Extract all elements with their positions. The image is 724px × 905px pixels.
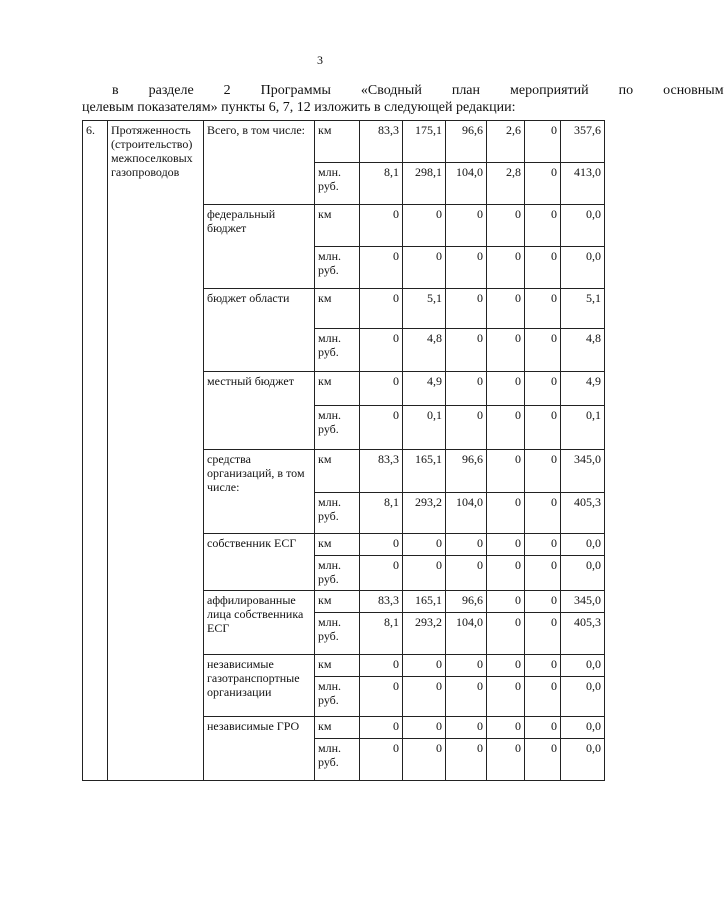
value-cell: 405,3: [561, 493, 605, 534]
value-cell: 0: [446, 329, 487, 372]
unit-cell: км: [315, 534, 360, 556]
unit-cell: млн. руб.: [315, 493, 360, 534]
value-cell: 0: [403, 556, 446, 591]
funding-source: независимые газотранспортные организации: [204, 655, 315, 717]
intro-line-1-word: разделе: [148, 83, 194, 98]
value-cell: 0,0: [561, 534, 605, 556]
value-cell: 0,1: [403, 406, 446, 450]
value-cell: 165,1: [403, 450, 446, 493]
value-cell: 175,1: [403, 121, 446, 163]
funding-source: независимые ГРО: [204, 717, 315, 781]
value-cell: 165,1: [403, 591, 446, 613]
intro-line-1-word: в: [112, 83, 119, 98]
value-cell: 0: [487, 556, 525, 591]
value-cell: 83,3: [360, 121, 403, 163]
value-cell: 0: [525, 717, 561, 739]
value-cell: 2,6: [487, 121, 525, 163]
unit-cell: км: [315, 450, 360, 493]
unit-cell: млн. руб.: [315, 613, 360, 655]
value-cell: 0: [487, 534, 525, 556]
value-cell: 345,0: [561, 450, 605, 493]
value-cell: 0: [360, 717, 403, 739]
value-cell: 4,8: [403, 329, 446, 372]
value-cell: 0: [487, 329, 525, 372]
value-cell: 5,1: [403, 289, 446, 329]
value-cell: 0: [525, 655, 561, 677]
value-cell: 0: [360, 329, 403, 372]
value-cell: 83,3: [360, 450, 403, 493]
funding-source: средства организаций, в том числе:: [204, 450, 315, 534]
value-cell: 0,0: [561, 556, 605, 591]
table-row: [83, 121, 605, 163]
value-cell: 0: [525, 163, 561, 205]
value-cell: 96,6: [446, 591, 487, 613]
value-cell: 0: [403, 717, 446, 739]
page-number: 3: [317, 53, 323, 67]
value-cell: 0: [403, 739, 446, 781]
value-cell: 0: [487, 613, 525, 655]
value-cell: 0: [525, 329, 561, 372]
value-cell: 0: [446, 739, 487, 781]
value-cell: 0,0: [561, 717, 605, 739]
value-cell: 104,0: [446, 613, 487, 655]
unit-cell: млн. руб.: [315, 556, 360, 591]
unit-cell: км: [315, 121, 360, 163]
value-cell: 0: [403, 677, 446, 717]
value-cell: 0: [360, 289, 403, 329]
value-cell: 298,1: [403, 163, 446, 205]
intro-line-1-word: «Сводный: [360, 83, 422, 98]
value-cell: 0: [487, 450, 525, 493]
value-cell: 0: [360, 406, 403, 450]
value-cell: 0: [487, 406, 525, 450]
value-cell: 0: [525, 289, 561, 329]
value-cell: 0: [487, 205, 525, 247]
value-cell: 0,0: [561, 655, 605, 677]
value-cell: 0: [446, 247, 487, 289]
funding-source: федеральный бюджет: [204, 205, 315, 289]
value-cell: 0: [487, 493, 525, 534]
value-cell: 0: [360, 655, 403, 677]
value-cell: 0: [525, 677, 561, 717]
value-cell: 0: [360, 677, 403, 717]
value-cell: 0: [446, 372, 487, 406]
value-cell: 0,0: [561, 247, 605, 289]
value-cell: 0: [525, 534, 561, 556]
value-cell: 0: [487, 591, 525, 613]
value-cell: 0: [446, 556, 487, 591]
value-cell: 0: [525, 613, 561, 655]
intro-line-1-word: Программы: [260, 83, 331, 98]
value-cell: 4,8: [561, 329, 605, 372]
funding-source: Всего, в том числе:: [204, 121, 315, 205]
value-cell: 0: [446, 205, 487, 247]
value-cell: 0: [487, 717, 525, 739]
plan-table: [82, 120, 605, 781]
value-cell: 357,6: [561, 121, 605, 163]
unit-cell: км: [315, 205, 360, 247]
value-cell: 0: [403, 247, 446, 289]
unit-cell: км: [315, 372, 360, 406]
unit-cell: км: [315, 655, 360, 677]
value-cell: 293,2: [403, 613, 446, 655]
value-cell: 0: [525, 556, 561, 591]
unit-cell: км: [315, 289, 360, 329]
unit-cell: км: [315, 717, 360, 739]
value-cell: 104,0: [446, 163, 487, 205]
value-cell: 345,0: [561, 591, 605, 613]
intro-line-1-word: основным: [663, 83, 724, 98]
value-cell: 0: [446, 289, 487, 329]
value-cell: 0,0: [561, 739, 605, 781]
value-cell: 0: [525, 591, 561, 613]
value-cell: 0: [403, 205, 446, 247]
value-cell: 0: [360, 556, 403, 591]
funding-source: аффилированные лица собственника ЕСГ: [204, 591, 315, 655]
value-cell: 405,3: [561, 613, 605, 655]
value-cell: 104,0: [446, 493, 487, 534]
value-cell: 2,8: [487, 163, 525, 205]
value-cell: 0,1: [561, 406, 605, 450]
intro-line-1-word: по: [618, 83, 634, 98]
unit-cell: млн. руб.: [315, 247, 360, 289]
value-cell: 0: [525, 205, 561, 247]
value-cell: 293,2: [403, 493, 446, 534]
value-cell: 0: [487, 247, 525, 289]
value-cell: 0: [525, 739, 561, 781]
value-cell: 0: [360, 205, 403, 247]
intro-line-1-word: 2: [223, 83, 231, 98]
intro-line-1-word: план: [451, 83, 481, 98]
value-cell: 4,9: [561, 372, 605, 406]
unit-cell: млн. руб.: [315, 329, 360, 372]
value-cell: 0: [525, 372, 561, 406]
value-cell: 413,0: [561, 163, 605, 205]
value-cell: 0: [403, 534, 446, 556]
value-cell: 0: [525, 247, 561, 289]
value-cell: 0: [525, 406, 561, 450]
value-cell: 0: [446, 717, 487, 739]
value-cell: 8,1: [360, 163, 403, 205]
intro-line-1-word: мероприятий: [510, 83, 589, 98]
value-cell: 0: [487, 677, 525, 717]
value-cell: 0: [487, 739, 525, 781]
intro-line-2: целевым показателям» пункты 6, 7, 12 изложить в следующей редакции:: [82, 100, 516, 115]
unit-cell: млн. руб.: [315, 739, 360, 781]
value-cell: 0,0: [561, 677, 605, 717]
value-cell: 5,1: [561, 289, 605, 329]
value-cell: 0: [360, 372, 403, 406]
value-cell: 0: [525, 450, 561, 493]
value-cell: 0: [360, 247, 403, 289]
item-name: Протяженность (строительство) межпоселковых газопроводов: [108, 121, 204, 781]
intro-paragraph: [82, 82, 724, 116]
value-cell: 8,1: [360, 613, 403, 655]
value-cell: 0: [487, 372, 525, 406]
value-cell: 83,3: [360, 591, 403, 613]
funding-source: местный бюджет: [204, 372, 315, 450]
unit-cell: млн. руб.: [315, 677, 360, 717]
value-cell: 0: [487, 289, 525, 329]
value-cell: 4,9: [403, 372, 446, 406]
value-cell: 0: [446, 406, 487, 450]
unit-cell: млн. руб.: [315, 163, 360, 205]
value-cell: 0: [360, 739, 403, 781]
unit-cell: км: [315, 591, 360, 613]
unit-cell: млн. руб.: [315, 406, 360, 450]
value-cell: 0: [525, 493, 561, 534]
value-cell: 0: [487, 655, 525, 677]
funding-source: собственник ЕСГ: [204, 534, 315, 591]
value-cell: 96,6: [446, 121, 487, 163]
value-cell: 0: [446, 655, 487, 677]
funding-source: бюджет области: [204, 289, 315, 372]
value-cell: 0,0: [561, 205, 605, 247]
value-cell: 0: [360, 534, 403, 556]
value-cell: 0: [446, 534, 487, 556]
value-cell: 96,6: [446, 450, 487, 493]
value-cell: 0: [403, 655, 446, 677]
value-cell: 0: [525, 121, 561, 163]
item-number: 6.: [83, 121, 108, 781]
value-cell: 0: [446, 677, 487, 717]
intro-line-1: [82, 82, 724, 99]
value-cell: 8,1: [360, 493, 403, 534]
